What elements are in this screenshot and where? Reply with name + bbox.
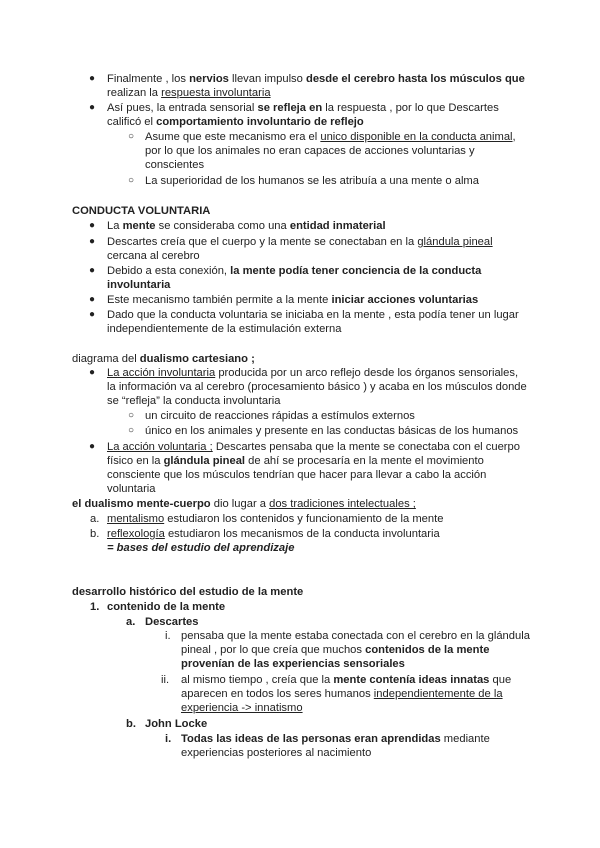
text-line: al mismo tiempo , creía que la mente contenía ideas innatas que bbox=[181, 674, 512, 686]
list-marker: a. bbox=[126, 616, 136, 628]
text-line: Descartes creía que el cuerpo y la mente se conectaban en la glándula pineal bbox=[107, 236, 493, 248]
text-line: experiencia -> innatismo bbox=[181, 702, 303, 714]
text-line: reflexología estudiaron los mecanismos de la conducta involuntaria bbox=[107, 528, 440, 540]
text-line: único en los animales y presente en las conductas básicas de los humanos bbox=[145, 425, 519, 437]
text-line: independientemente de la estimulación externa bbox=[107, 323, 342, 335]
circle-bullet-icon: ○ bbox=[128, 175, 135, 186]
text-line: Debido a esta conexión, la mente podía tener conciencia de la conducta bbox=[107, 265, 482, 277]
text-line: un circuito de reacciones rápidas a estímulos externos bbox=[145, 410, 415, 422]
list-marker: i. bbox=[165, 630, 171, 642]
text-line: Dado que la conducta voluntaria se iniciaba en la mente , esta podía tener un lugar bbox=[107, 309, 519, 321]
circle-bullet-icon: ○ bbox=[128, 425, 135, 436]
list-marker: i. bbox=[165, 733, 172, 745]
bullet-icon: ● bbox=[89, 309, 96, 320]
text-line: mentalismo estudiaron los contenidos y funcionamiento de la mente bbox=[107, 513, 444, 525]
text-line: Así pues, la entrada sensorial se refleja en la respuesta , por lo que Descartes bbox=[107, 102, 499, 114]
list-marker: b. bbox=[126, 718, 136, 730]
text-line: pineal , por lo que creía que muchos contenidos de la mente bbox=[181, 644, 490, 656]
text-line: cercana al cerebro bbox=[107, 250, 200, 262]
text-line: consciente que los músculos tendrían que hacer para llevar a cabo la acción bbox=[107, 469, 487, 481]
text-line: Descartes bbox=[145, 616, 199, 628]
text-line: se “refleja” la conducta involuntaria bbox=[107, 395, 281, 407]
bullet-icon: ● bbox=[89, 294, 96, 305]
text-line: John Locke bbox=[145, 718, 208, 730]
text-line: la información va al cerebro (procesamiento básico ) y acaba en los músculos donde bbox=[107, 381, 527, 393]
bullet-icon: ● bbox=[89, 73, 96, 84]
text-line: diagrama del dualismo cartesiano ; bbox=[72, 353, 255, 365]
text-line: = bases del estudio del aprendizaje bbox=[107, 542, 295, 554]
text-line: el dualismo mente-cuerpo dio lugar a dos tradiciones intelectuales ; bbox=[72, 498, 416, 510]
text-line: Este mecanismo también permite a la mente iniciar acciones voluntarias bbox=[107, 294, 479, 306]
text-line: conscientes bbox=[145, 159, 205, 171]
text-line: Todas las ideas de las personas eran aprendidas mediante bbox=[181, 733, 490, 745]
text-line: Finalmente , los nervios llevan impulso desde el cerebro hasta los músculos que bbox=[107, 73, 525, 85]
text-line: contenido de la mente bbox=[107, 601, 226, 613]
text-line: físico en la glándula pineal de ahí se procesaría en la mente el movimiento bbox=[107, 455, 484, 467]
text-line: experiencias posteriores al nacimiento bbox=[181, 747, 372, 759]
bullet-icon: ● bbox=[89, 102, 96, 113]
section-heading: CONDUCTA VOLUNTARIA bbox=[72, 205, 211, 217]
bullet-icon: ● bbox=[89, 367, 96, 378]
text-line: calificó el comportamiento involuntario de reflejo bbox=[107, 116, 364, 128]
section-heading: desarrollo histórico del estudio de la mente bbox=[72, 586, 304, 598]
list-marker: b. bbox=[90, 528, 100, 540]
circle-bullet-icon: ○ bbox=[128, 131, 135, 142]
text-line: por lo que los animales no eran capaces de acciones voluntarias y bbox=[145, 145, 475, 157]
list-marker: 1. bbox=[90, 601, 100, 613]
text-line: provenían de las experiencias sensoriales bbox=[181, 658, 405, 670]
text-line: La acción voluntaria ; Descartes pensaba que la mente se conectaba con el cuerpo bbox=[107, 441, 520, 453]
text-line: realizan la respuesta involuntaria bbox=[107, 87, 271, 99]
text-line: aparecen en todos los seres humanos independientemente de la bbox=[181, 688, 503, 700]
bullet-icon: ● bbox=[89, 441, 96, 452]
text-line: Asume que este mecanismo era el unico disponible en la conducta animal, bbox=[145, 131, 516, 143]
bullet-icon: ● bbox=[89, 236, 96, 247]
bullet-icon: ● bbox=[89, 265, 96, 276]
text-line: La acción involuntaria producida por un arco reflejo desde los órganos sensoriales, bbox=[107, 367, 519, 379]
text-line: La mente se consideraba como una entidad inmaterial bbox=[107, 220, 386, 232]
text-line: involuntaria bbox=[107, 279, 171, 291]
text-line: voluntaria bbox=[107, 483, 156, 495]
list-marker: a. bbox=[90, 513, 100, 525]
list-marker: ii. bbox=[161, 674, 170, 686]
circle-bullet-icon: ○ bbox=[128, 410, 135, 421]
text-line: pensaba que la mente estaba conectada con el cerebro en la glándula bbox=[181, 630, 530, 642]
bullet-icon: ● bbox=[89, 220, 96, 231]
text-line: La superioridad de los humanos se les atribuía a una mente o alma bbox=[145, 175, 479, 187]
